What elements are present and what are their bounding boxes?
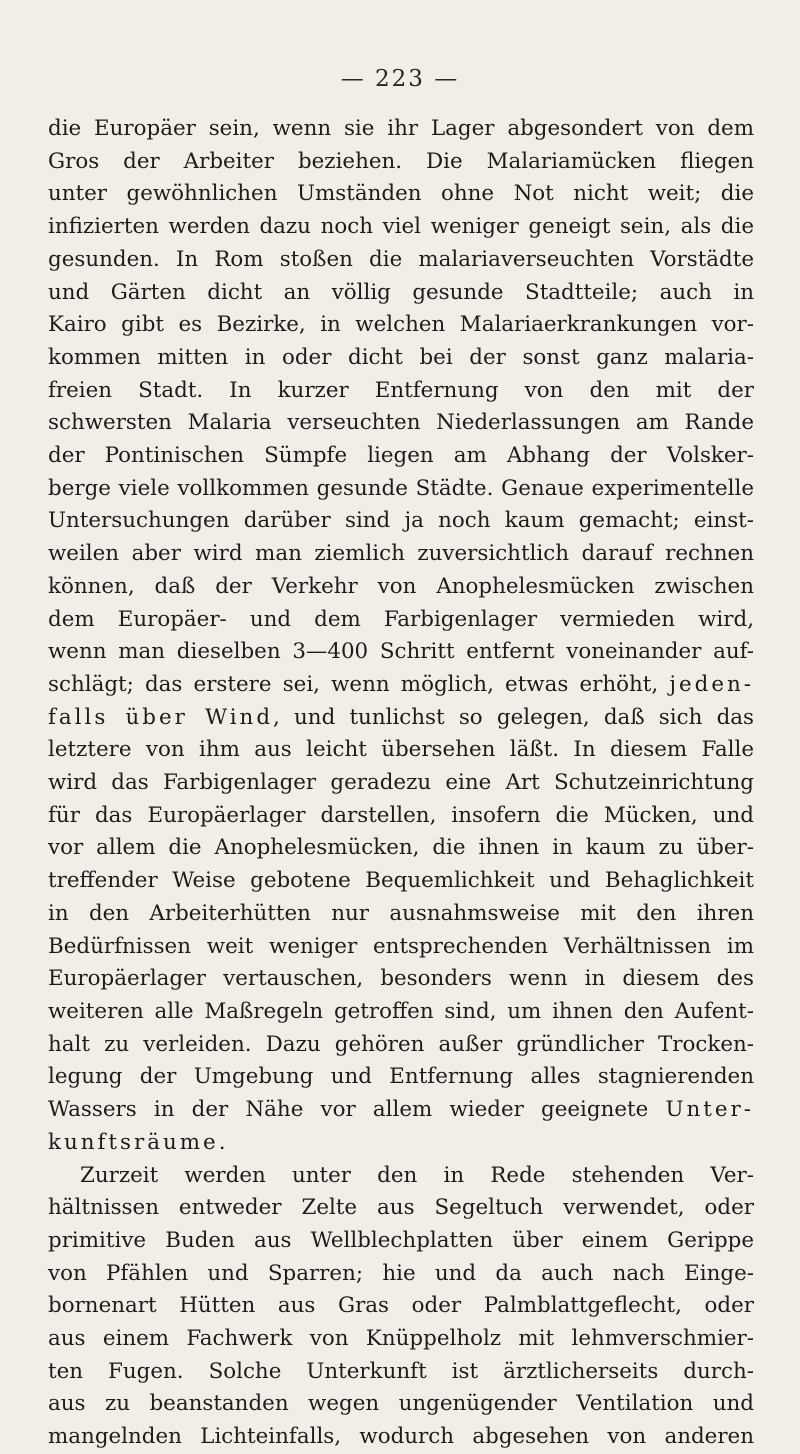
text-line: schwersten Malaria verseuchten Niederlassungen am Rande bbox=[48, 410, 754, 436]
text-line: Bedürfnissen weit weniger entsprechenden Verhältnissen im bbox=[48, 933, 754, 959]
spaced-emphasis: Unter- bbox=[665, 1097, 754, 1123]
text-line: aus zu beanstanden wegen ungenügender Ventilation und bbox=[48, 1391, 754, 1417]
text-line: können, daß der Verkehr von Anophelesmücken zwischen bbox=[48, 573, 754, 599]
text-line: vor allem die Anophelesmücken, die ihnen in kaum zu über- bbox=[48, 835, 754, 861]
text-line: der Pontinischen Sümpfe liegen am Abhang der Volsker- bbox=[48, 443, 754, 469]
text-line: falls über Wind, und tunlichst so gelegen, daß sich das bbox=[48, 704, 755, 730]
text-line: schlägt; das erstere sei, wenn möglich, etwas erhöht, jeden- bbox=[48, 671, 754, 697]
text-line: weiteren alle Maßregeln getroffen sind, um ihnen den Aufent- bbox=[48, 998, 754, 1024]
text-line: bornenart Hütten aus Gras oder Palmblattgeflecht, oder bbox=[48, 1293, 754, 1319]
text-line: infizierten werden dazu noch viel weniger geneigt sein, als die bbox=[48, 214, 754, 240]
text-line: Wassers in der Nähe vor allem wieder geeignete Unter- bbox=[48, 1097, 754, 1123]
spaced-emphasis: falls über Wind bbox=[48, 704, 274, 730]
text-line: für das Europäerlager darstellen, insofern die Mücken, und bbox=[48, 802, 754, 828]
text-line: primitive Buden aus Wellblechplatten über einem Gerippe bbox=[48, 1227, 754, 1253]
text-line: treffender Weise gebotene Bequemlichkeit und Behaglichkeit bbox=[48, 868, 754, 894]
text-line: legung der Umgebung und Entfernung alles stagnierenden bbox=[48, 1064, 754, 1090]
text-line: mangelnden Lichteinfalls, wodurch abgesehen von anderen bbox=[48, 1424, 754, 1450]
paragraph-2 bbox=[48, 1160, 754, 1454]
text-line: hältnissen entweder Zelte aus Segeltuch verwendet, oder bbox=[48, 1195, 754, 1221]
spaced-emphasis: kunftsräume bbox=[48, 1129, 219, 1155]
text-line: die Europäer sein, wenn sie ihr Lager abgesondert von dem bbox=[48, 116, 754, 141]
text-line: wenn man dieselben 3—400 Schritt entfernt voneinander auf- bbox=[48, 639, 754, 665]
text-line: Europäerlager vertauschen, besonders wenn in diesem des bbox=[48, 966, 754, 992]
text-line: von Pfählen und Sparren; hie und da auch nach Einge- bbox=[48, 1260, 754, 1286]
text-line: weilen aber wird man ziemlich zuversichtlich darauf rechnen bbox=[48, 541, 754, 567]
text-line: halt zu verleiden. Dazu gehören außer gründlicher Trocken- bbox=[48, 1031, 754, 1057]
page-number: — 223 — bbox=[340, 66, 460, 92]
text-line: Kairo gibt es Bezirke, in welchen Malariaerkrankungen vor- bbox=[48, 312, 754, 338]
text-line: letztere von ihm aus leicht übersehen läßt. In diesem Falle bbox=[48, 737, 754, 763]
text-line: Zurzeit werden unter den in Rede stehenden Ver- bbox=[80, 1162, 754, 1188]
text-line: Untersuchungen darüber sind ja noch kaum gemacht; einst- bbox=[48, 508, 754, 534]
text-line: wird das Farbigenlager geradezu eine Art Schutzeinrichtung bbox=[48, 770, 754, 796]
text-line: berge viele vollkommen gesunde Städte. Genaue experimentelle bbox=[48, 475, 754, 501]
text-line: aus einem Fachwerk von Knüppelholz mit lehmverschmier- bbox=[48, 1326, 754, 1352]
text-line: freien Stadt. In kurzer Entfernung von den mit der bbox=[48, 377, 754, 403]
paragraph-1 bbox=[48, 113, 754, 1160]
text-line: Gros der Arbeiter beziehen. Die Malariamücken fliegen bbox=[48, 148, 754, 174]
text-line: und Gärten dicht an völlig gesunde Stadtteile; auch in bbox=[48, 279, 754, 305]
text-line: in den Arbeiterhütten nur ausnahmsweise mit den ihren bbox=[48, 900, 754, 926]
text-line: kunftsräume. bbox=[48, 1129, 226, 1155]
text-line: unter gewöhnlichen Umständen ohne Not nicht weit; die bbox=[48, 181, 754, 207]
text-line: dem Europäer- und dem Farbigenlager vermieden wird, bbox=[48, 606, 754, 632]
body-text bbox=[48, 113, 754, 1454]
text-line: kommen mitten in oder dicht bei der sonst ganz malaria- bbox=[48, 344, 754, 370]
text-line: ten Fugen. Solche Unterkunft ist ärztlicherseits durch- bbox=[48, 1358, 754, 1384]
text-line: gesunden. In Rom stoßen die malariaverseuchten Vorstädte bbox=[48, 246, 754, 272]
spaced-emphasis: jeden- bbox=[669, 671, 754, 697]
